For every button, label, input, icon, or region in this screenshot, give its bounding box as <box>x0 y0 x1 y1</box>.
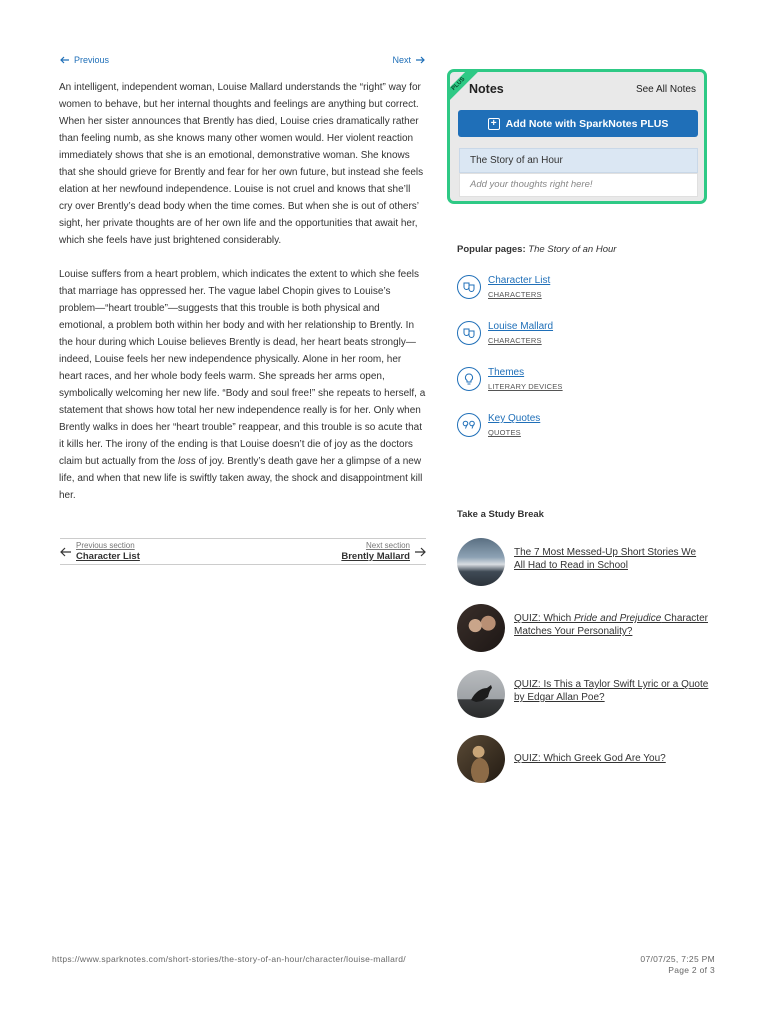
popular-item-label: Louise Mallard <box>488 321 554 332</box>
emphasis-text: loss <box>177 456 196 467</box>
next-label: Next <box>392 55 411 65</box>
title-part: QUIZ: Which <box>514 613 575 624</box>
footer-page-number: Page 2 of 3 <box>668 965 715 975</box>
note-story-title: The Story of an Hour <box>459 148 698 173</box>
previous-section-title: Character List <box>76 550 140 562</box>
next-link[interactable] <box>392 55 425 65</box>
study-break-title <box>514 612 709 638</box>
paragraph-text: Louise suffers from a heart problem, which indicates the extent to which she feels that marriage has oppressed her. The vague label Chopin gives to Louise’s problem—“heart trouble”—suggests that this trouble is both physical and emotional, a problem both within her body and with her relationship to Brently. In the hour during which Louise believes Brently is dead, her heart beats strongly—indeed, Louise feels her new independence physically. Alone in her room, her heart races, and her whole body feels warm. She spreads her arms open, symbolically welcoming her new life. “Body and soul free!” she repeats to herself, a statement that shows how total her new independence really is for her. Only when Brently walks in does her “heart trouble” reappear, and this trouble is so acute that it kills her. The irony of the ending is that Louise doesn’t die of joy as the doctors claim but actually from the <box>59 269 426 467</box>
study-break-item-pride-prejudice[interactable] <box>457 604 717 652</box>
previous-section-caption: Previous section <box>76 540 135 550</box>
next-section-link[interactable] <box>341 539 426 564</box>
popular-item-category: CHARACTERS <box>488 290 542 299</box>
popular-item-label: Key Quotes <box>488 413 541 424</box>
study-break-item-taylor-swift-poe[interactable] <box>457 670 717 718</box>
next-section-caption: Next section <box>365 540 410 550</box>
next-section-title: Brently Mallard <box>341 550 410 562</box>
study-break-item-greek-god[interactable] <box>457 735 717 783</box>
popular-heading-title: The Story of an Hour <box>528 244 617 255</box>
popular-heading-label: Popular pages: <box>457 244 526 255</box>
notes-panel <box>447 69 707 204</box>
masks-icon <box>457 321 481 345</box>
popular-pages-heading <box>457 244 616 255</box>
plus-icon: + <box>488 118 500 130</box>
footer-date: 07/07/25, 7:25 PM <box>640 954 715 964</box>
section-navigation <box>60 538 426 565</box>
add-note-label: Add Note with SparkNotes PLUS <box>505 117 669 130</box>
footer-meta <box>640 954 715 976</box>
study-break-title: QUIZ: Is This a Taylor Swift Lyric or a Quote by Edgar Allan Poe? <box>514 679 709 703</box>
popular-item-label: Character List <box>488 275 551 286</box>
popular-item-louise-mallard[interactable] <box>457 321 707 353</box>
lightbulb-icon <box>457 367 481 391</box>
plus-ribbon: PLUS <box>447 69 480 105</box>
see-all-notes-link[interactable]: See All Notes <box>635 84 696 95</box>
study-break-title: QUIZ: Which Greek God Are You? <box>514 753 666 764</box>
quote-icon <box>457 413 481 437</box>
arrow-left-icon <box>60 56 70 64</box>
article-paragraph-2 <box>59 266 426 504</box>
study-break-heading: Take a Study Break <box>457 509 544 520</box>
popular-item-label: Themes <box>488 367 525 378</box>
study-break-title: The 7 Most Messed-Up Short Stories We All Had to Read in School <box>514 547 697 571</box>
add-note-button[interactable] <box>458 110 698 137</box>
thumbnail-raven <box>457 670 505 718</box>
arrow-right-icon <box>414 547 426 557</box>
paragraph-text-end: of joy. Brently’s death gave her a glimpse of a new life, and when that new life is swiftly taken away, the shock and disappointment kill her. <box>59 456 423 501</box>
popular-item-character-list[interactable] <box>457 275 707 307</box>
title-emphasis: Pride and Prejudice <box>574 613 662 624</box>
thumbnail-mountains <box>457 538 505 586</box>
popular-item-category: QUOTES <box>488 428 521 437</box>
thumbnail-greek-god <box>457 735 505 783</box>
top-pager <box>60 55 425 71</box>
arrow-right-icon <box>415 56 425 64</box>
article-body <box>59 79 426 521</box>
thumbnail-couple <box>457 604 505 652</box>
previous-label: Previous <box>74 55 110 65</box>
title-part-end: Character Matches Your Personality? <box>514 613 708 637</box>
popular-item-category: CHARACTERS <box>488 336 542 345</box>
notes-title: Notes <box>469 82 504 96</box>
popular-item-key-quotes[interactable] <box>457 413 707 445</box>
previous-link[interactable] <box>60 55 109 65</box>
article-paragraph-1: An intelligent, independent woman, Louise Mallard understands the “right” way for women to behave, but her internal thoughts and feelings are anything but correct. When her sister announces that Brently has died, Louise cries dramatically rather than feeling numb, as she knows many other women would. Her violent reaction immediately shows that she is an emotional, demonstrative woman. She knows that she should grieve for Brently and fear for her own future, but instead she feels elation at her newfound independence. Louise is not cruel and knows that she’ll cry over Brently’s dead body when the time comes. But when she is out of others’ sight, her private thoughts are of her own life and the opportunities that await her, which she feels have just brightened considerably. <box>59 82 424 246</box>
study-break-item-short-stories[interactable] <box>457 538 717 586</box>
previous-section-link[interactable] <box>60 539 140 564</box>
popular-item-category: LITERARY DEVICES <box>488 382 563 391</box>
note-input[interactable]: Add your thoughts right here! <box>459 173 698 197</box>
arrow-left-icon <box>60 547 72 557</box>
popular-item-themes[interactable] <box>457 367 707 399</box>
footer-url: https://www.sparknotes.com/short-stories/the-story-of-an-hour/character/louise-mallard/ <box>52 954 406 964</box>
masks-icon <box>457 275 481 299</box>
